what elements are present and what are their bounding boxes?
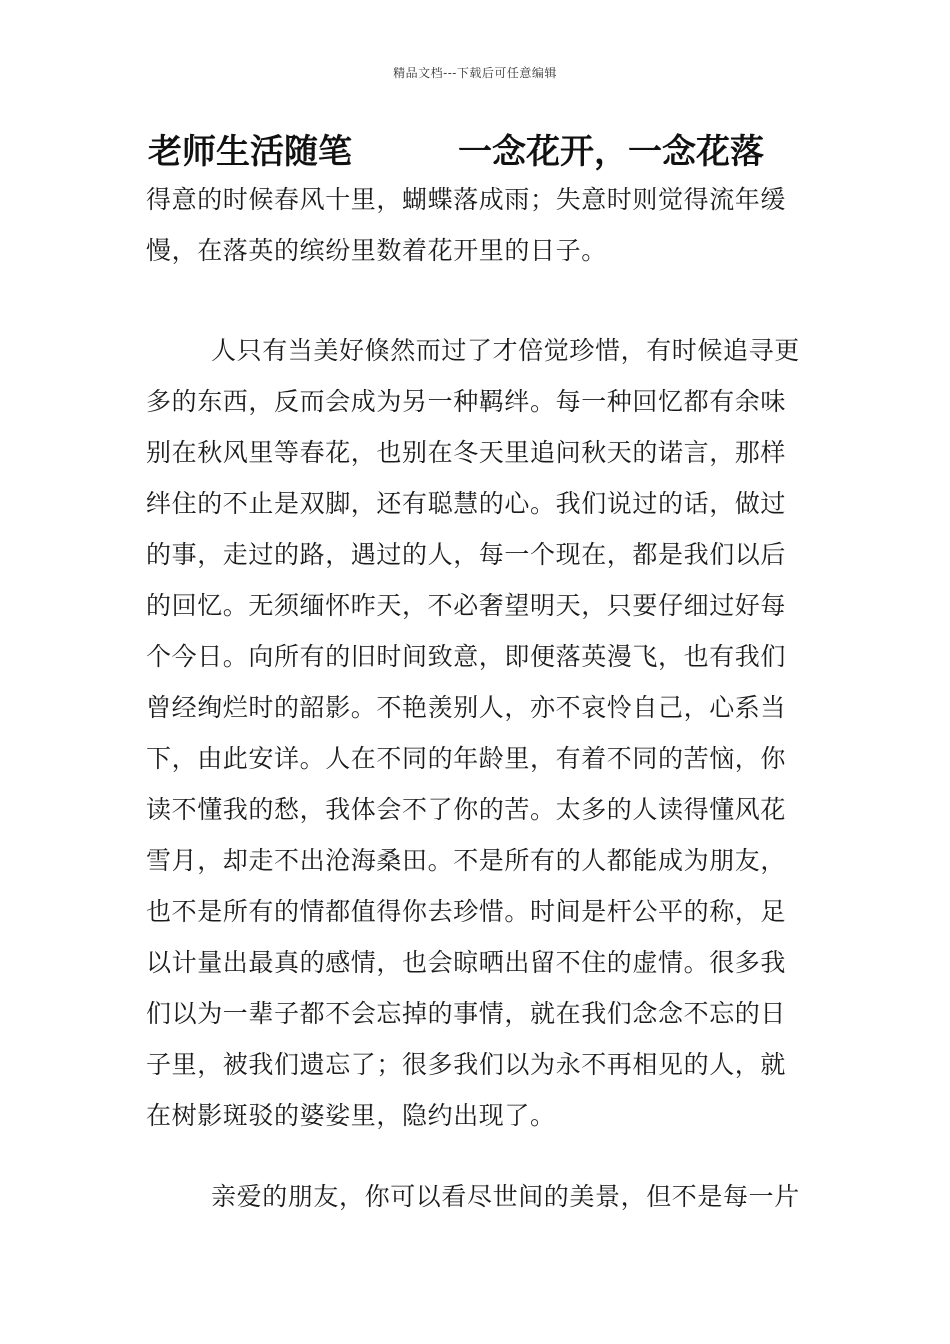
paragraph-line: 绊住的不止是双脚，还有聪慧的心。我们说过的话，做过 [146, 489, 787, 518]
paragraph-line: 也不是所有的情都值得你去珍惜。时间是杆公平的称，足 [146, 897, 787, 926]
title-right: 一念花开，一念花落 [458, 132, 764, 172]
paragraph-line: 以计量出最真的感情，也会晾晒出留不住的虚情。很多我 [146, 948, 787, 977]
paragraph-line: 的事，走过的路，遇过的人，每一个现在，都是我们以后 [146, 540, 787, 569]
paragraph-line: 在树影斑驳的婆娑里，隐约出现了。 [146, 1101, 556, 1130]
header-note: 精品文档---下载后可任意编辑 [393, 66, 557, 80]
paragraph-line: 别在秋风里等春花，也别在冬天里追问秋天的诺言，那样 [146, 438, 787, 467]
paragraph-2 [146, 325, 810, 1141]
paragraph-line: 多的东西，反而会成为另一种羁绊。每一种回忆都有余味 [146, 387, 787, 416]
paragraph-line: 下，由此安详。人在不同的年龄里，有着不同的苦恼，你 [146, 744, 787, 773]
paragraph-line: 读不懂我的愁，我体会不了你的苦。太多的人读得懂风花 [146, 795, 787, 824]
paragraph-line: 雪月，却走不出沧海桑田。不是所有的人都能成为朋友， [146, 846, 787, 875]
paragraph-line: 的回忆。无须缅怀昨天，不必奢望明天，只要仔细过好每 [146, 591, 787, 620]
paragraph-line: 们以为一辈子都不会忘掉的事情，就在我们念念不忘的日 [146, 999, 787, 1028]
paragraph-3 [146, 1171, 810, 1222]
paragraph-line: 子里，被我们遗忘了；很多我们以为永不再相见的人，就 [146, 1050, 787, 1079]
paragraph-line: 个今日。向所有的旧时间致意，即便落英漫飞，也有我们 [146, 642, 787, 671]
paragraph-1 [146, 174, 810, 276]
page-title [148, 128, 828, 176]
paragraph-line: 人只有当美好倏然而过了才倍觉珍惜，有时候追寻更 [211, 336, 800, 365]
paragraph-line: 慢，在落英的缤纷里数着花开里的日子。 [146, 236, 607, 265]
paragraph-line: 得意的时候春风十里，蝴蝶落成雨；失意时则觉得流年缓 [146, 185, 787, 214]
title-left: 老师生活随笔 [148, 132, 352, 172]
paragraph-line: 亲爱的朋友，你可以看尽世间的美景，但不是每一片 [211, 1182, 800, 1211]
paragraph-line: 曾经绚烂时的韶影。不艳羡别人，亦不哀怜自己，心系当 [146, 693, 787, 722]
